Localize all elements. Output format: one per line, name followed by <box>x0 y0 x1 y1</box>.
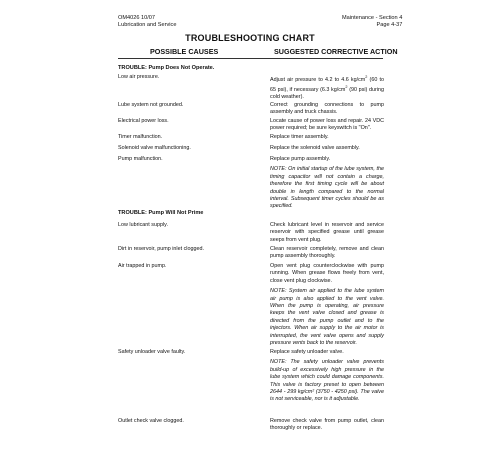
trouble-heading-pump-not-operate: TROUBLE: Pump Does Not Operate. <box>118 65 215 71</box>
cause-text: Pump malfunction. <box>118 156 163 162</box>
column-header-causes: POSSIBLE CAUSES <box>150 47 219 56</box>
cause-text: Safety unloader valve faulty. <box>118 349 186 355</box>
cause-text: Lube system not grounded. <box>118 102 184 108</box>
note-text: NOTE: System air applied to the lube system air pump is also applied to the vent valve. When the pump is operating, air pressure keeps the vent valve closed and grease is directed from the pump outlet and to the injectors. When air supply to the air motor is interrupted, the vent valve opens and supply pressure vents back to the reservoir. <box>270 288 384 347</box>
cause-text: Electrical power loss. <box>118 118 169 124</box>
cause-text: Outlet check valve clogged. <box>118 418 184 424</box>
action-text: Check lubricant level in reservoir and service reservoir with specified grease until grease seeps from vent plug. <box>270 222 384 243</box>
doc-number: OM4026 10/07 <box>118 15 156 21</box>
page-title: TROUBLESHOOTING CHART <box>185 33 315 43</box>
action-text: Replace the solenoid valve assembly. <box>270 145 360 151</box>
action-text: Replace safety unloader valve. <box>270 349 344 355</box>
cause-text: Low air pressure. <box>118 74 160 80</box>
trouble-heading-pump-not-prime: TROUBLE: Pump Will Not Prime <box>118 210 204 216</box>
cause-text: Timer malfunction. <box>118 134 163 140</box>
cause-text: Low lubricant supply. <box>118 222 168 228</box>
doc-subtitle: Lubrication and Service <box>118 22 177 28</box>
action-text: Adjust air pressure to 4.2 to 4.6 $kg/cm^2$ (60 to 65 psi), if necessary (6.3 $kg/cm^2$ (90 psi) during cold weather). <box>270 75 384 101</box>
cause-text: Air trapped in pump. <box>118 263 167 269</box>
action-text: Remove check valve from pump outlet, clean thoroughly or replace. <box>270 418 384 432</box>
page-number: Page 4-37 <box>376 22 403 28</box>
note-text: NOTE: The safety unloader valve prevents build-up of excessively high pressure in the lube system which could damage components. This valve is factory preset to open between 2644 - 299 kg/cm² (3750 - 4250 psi). The valve is not serviceable, nor is it adjustable. <box>270 359 384 403</box>
note-text: NOTE: On initial startup of the lube system, the timing capacitor will not contain a charge, therefore the first timing cycle will be about double in length compared to the normal interval. Subsequent timer cycles should be as specified. <box>270 166 384 210</box>
action-cell <box>270 263 384 347</box>
page-header-right <box>342 15 402 29</box>
cause-text: Dirt in reservoir, pump inlet clogged. <box>118 246 204 252</box>
action-text: Correct grounding connections to pump assembly and truck chassis. <box>270 102 384 116</box>
action-text: Clean reservoir completely, remove and clean pump assembly thoroughly. <box>270 246 384 260</box>
page-header-left <box>118 15 176 29</box>
action-text: Locate cause of power loss and repair. 24 VDC power required; be sure keyswitch is "On". <box>270 118 384 132</box>
action-text: Open vent plug counterclockwise with pump running. When grease flows freely from vent, close vent plug clockwise. <box>270 263 384 284</box>
action-cell <box>270 156 384 211</box>
header-rule <box>118 58 383 59</box>
action-cell <box>270 349 384 404</box>
section-label: Maintenance - Section 4 <box>342 15 403 21</box>
action-text: Replace pump assembly. <box>270 156 331 162</box>
cause-text: Solenoid valve malfunctioning. <box>118 145 191 151</box>
column-header-actions: SUGGESTED CORRECTIVE ACTION <box>274 47 398 56</box>
action-text: Replace timer assembly. <box>270 134 329 140</box>
